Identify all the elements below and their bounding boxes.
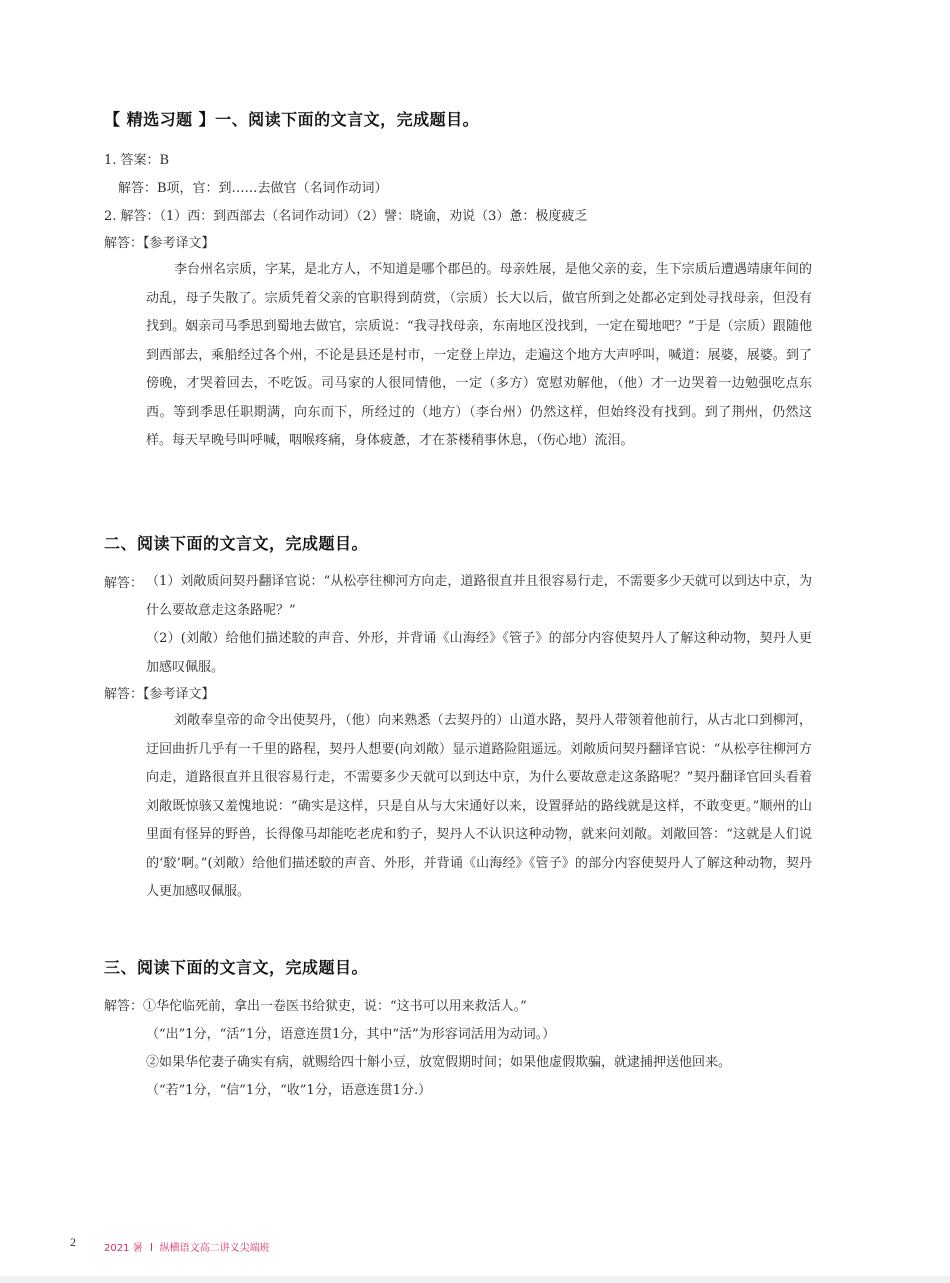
section2-answer-part2: （2）(刘敞）给他们描述駮的声音、外形，并背诵《山海经》《管子》的部分内容使契丹人了解这种动物，契丹人更加感叹佩服。 [146, 631, 812, 675]
section1-ref-label: 解答：【参考译文】 [104, 236, 215, 251]
section2-answer-label: 解答： [104, 576, 144, 591]
footer-book-title: 纵横语文高二讲义尖端班 [159, 1243, 270, 1254]
section1-explain1: 解答：B项，官：到……去做官（名词作动词） [118, 181, 388, 196]
section2-heading: 二、阅读下面的文言文，完成题目。 [104, 534, 369, 553]
section2-answer-part1: （1）刘敞质问契丹翻译官说：“从松亭往柳河方向走，道路很直并且很容易行走，不需要多少天就可以到达中京，为什么要故意走这条路呢？” [146, 574, 812, 618]
section3-line1: 解答：①华佗临死前，拿出一卷医书给狱吏，说：“这书可以用来救活人。” [104, 999, 527, 1014]
section1-translation: 李台州名宗质，字某，是北方人，不知道是哪个郡邑的。母亲姓展，是他父亲的妾，生下宗质后遭遇靖康年间的动乱，母子失散了。宗质凭着父亲的官职得到荫赏，（宗质）长大以后，做官所到之处都必定到处寻找母亲，但没有找到。姻亲司马季思到蜀地去做官，宗质说：“我寻找母亲，东南地区没找到，一定在蜀地吧？”于是（宗质）跟随他到西部去，乘船经过各个州，不论是县还是村市，一定登上岸边，走遍这个地方大声呼叫，喊道：展婆，展婆。到了傍晚，才哭着回去，不吃饭。司马家的人很同情他，一定（多方）宽慰劝解他，（他）才一边哭着一边勉强吃点东西。等到季思任职期满，向东而下，所经过的（地方）（李台州）仍然这样，但始终没有找到。到了荆州，仍然这样。每天早晚号叫呼喊，咽喉疼痛，身体疲惫，才在茶楼稍事休息，（伤心地）流泪。 [146, 262, 812, 448]
section3-line2: （“出”1分，“活”1分，语意连贯1分，其中“活”为形容词活用为动词。） [146, 1027, 556, 1042]
footer-caption [104, 1236, 270, 1255]
section3-heading: 三、阅读下面的文言文，完成题目。 [104, 958, 369, 977]
section3-line3: ②如果华佗妻子确实有病，就赐给四十斛小豆，放宽假期时间；如果他虚假欺骗，就逮捕押送他回来。 [146, 1055, 732, 1070]
page-number: 2 [70, 1235, 76, 1249]
bottom-edge [0, 1276, 950, 1283]
footer-separator [151, 1243, 152, 1251]
section1-answer2: 2. 解答：（1）西：到西部去（名词作动词）（2）譬：晓谕，劝说（3）惫：极度疲乏 [104, 209, 588, 224]
section1-answer1: 1. 答案：B [104, 153, 170, 168]
section3-line4: （“若”1分，“信”1分，“收”1分，语意连贯1分.） [146, 1083, 432, 1098]
section2-translation: 刘敞奉皇帝的命令出使契丹，（他）向来熟悉（去契丹的）山道水路，契丹人带领着他前行，从古北口到柳河，迂回曲折几乎有一千里的路程，契丹人想要(向刘敞）显示道路险阻遥远。刘敞质问契丹翻译官说：“从松亭往柳河方向走，道路很直并且很容易行走，不需要多少天就可以到达中京，为什么要故意走这条路呢？”契丹翻译官回头看着刘敞既惊骇又羞愧地说：“确实是这样，只是自从与大宋通好以来，设置驿站的路线就是这样，不敢变更。”顺州的山里面有怪异的野兽，长得像马却能吃老虎和豹子，契丹人不认识这种动物，就来问刘敞。刘敞回答：“这就是人们说的‘駮’啊。”(刘敞）给他们描述駮的声音、外形，并背诵《山海经》《管子》的部分内容使契丹人了解这种动物，契丹人更加感叹佩服。 [146, 713, 812, 899]
section2-ref-label: 解答：【参考译文】 [104, 687, 215, 702]
footer-year-season: 2021 暑 [104, 1243, 143, 1254]
section1-heading: 【 精选习题 】一、阅读下面的文言文，完成题目。 [104, 110, 480, 129]
